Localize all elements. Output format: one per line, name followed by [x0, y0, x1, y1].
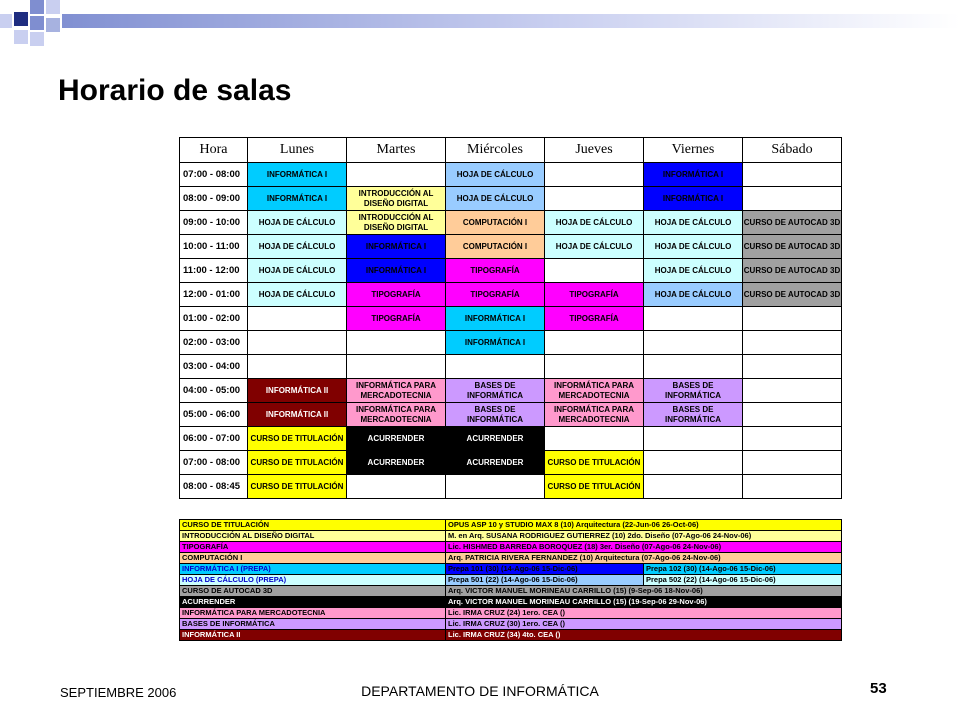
schedule-cell: INFORMÁTICA I [644, 187, 743, 211]
table-row [180, 211, 842, 235]
schedule-cell [347, 163, 446, 187]
legend-cell: Prepa 102 (30) (14-Ago-06 15-Dic-06) [644, 564, 842, 575]
schedule-cell: INFORMÁTICA I [644, 163, 743, 187]
schedule-cell: CURSO DE AUTOCAD 3D [743, 235, 842, 259]
schedule-cell: HOJA DE CÁLCULO [248, 235, 347, 259]
footer-department: DEPARTAMENTO DE INFORMÁTICA [361, 683, 599, 699]
schedule-cell: CURSO DE TITULACIÓN [545, 475, 644, 499]
schedule-cell: INFORMÁTICA II [248, 403, 347, 427]
table-row [180, 427, 842, 451]
schedule-cell: HOJA DE CÁLCULO [248, 283, 347, 307]
legend-cell: Prepa 101 (30) (14-Ago-06 15-Dic-06) [446, 564, 644, 575]
schedule-cell: HOJA DE CÁLCULO [446, 163, 545, 187]
time-slot: 06:00 - 07:00 [180, 427, 248, 451]
legend-cell: Prepa 501 (22) (14-Ago-06 15-Dic-06) [446, 575, 644, 586]
legend-cell: Lic. IRMA CRUZ (34) 4to. CEA () [446, 630, 842, 641]
schedule-cell: CURSO DE AUTOCAD 3D [743, 283, 842, 307]
legend-cell: ACURRENDER [180, 597, 446, 608]
time-slot: 11:00 - 12:00 [180, 259, 248, 283]
schedule-cell [644, 355, 743, 379]
legend-cell: TIPOGRAFÍA [180, 542, 446, 553]
schedule-cell: HOJA DE CÁLCULO [644, 283, 743, 307]
legend-row [180, 608, 842, 619]
schedule-cell: ACURRENDER [446, 451, 545, 475]
schedule-cell [743, 163, 842, 187]
schedule-cell: INTRODUCCIÓN AL DISEÑO DIGITAL [347, 187, 446, 211]
table-row [180, 307, 842, 331]
schedule-cell: HOJA DE CÁLCULO [248, 211, 347, 235]
schedule-cell [644, 331, 743, 355]
legend-cell: INFORMÁTICA PARA MERCADOTECNIA [180, 608, 446, 619]
legend-cell: INTRODUCCIÓN AL DISEÑO DIGITAL [180, 531, 446, 542]
schedule-cell: INFORMÁTICA I [248, 187, 347, 211]
table-row [180, 475, 842, 499]
legend-cell: OPUS ASP 10 y STUDIO MAX 8 (10) Arquitectura (22-Jun-06 26-Oct-06) [446, 520, 842, 531]
schedule-cell: HOJA DE CÁLCULO [644, 259, 743, 283]
schedule-cell: INFORMÁTICA I [446, 331, 545, 355]
schedule-cell: TIPOGRAFÍA [545, 283, 644, 307]
legend-cell: BASES DE INFORMÁTICA [180, 619, 446, 630]
time-slot: 09:00 - 10:00 [180, 211, 248, 235]
schedule-table [179, 137, 842, 499]
legend-cell: Lic. IRMA CRUZ (24) 1ero. CEA () [446, 608, 842, 619]
schedule-cell: INTRODUCCIÓN AL DISEÑO DIGITAL [347, 211, 446, 235]
header-gradient-bar [62, 14, 960, 28]
legend-row [180, 564, 842, 575]
schedule-cell: INFORMÁTICA PARA MERCADOTECNIA [545, 379, 644, 403]
schedule-cell: BASES DE INFORMÁTICA [446, 379, 545, 403]
schedule-cell [347, 331, 446, 355]
legend-row [180, 597, 842, 608]
table-row [180, 331, 842, 355]
schedule-cell [743, 451, 842, 475]
schedule-cell [545, 355, 644, 379]
time-slot: 08:00 - 09:00 [180, 187, 248, 211]
column-header: Sábado [743, 138, 842, 163]
time-slot: 08:00 - 08:45 [180, 475, 248, 499]
table-row [180, 163, 842, 187]
schedule-cell: TIPOGRAFÍA [347, 307, 446, 331]
legend-cell: COMPUTACIÓN I [180, 553, 446, 564]
time-slot: 05:00 - 06:00 [180, 403, 248, 427]
table-row [180, 235, 842, 259]
time-slot: 12:00 - 01:00 [180, 283, 248, 307]
schedule-cell [545, 163, 644, 187]
legend-row [180, 619, 842, 630]
table-row [180, 451, 842, 475]
schedule-cell [545, 259, 644, 283]
schedule-cell [743, 427, 842, 451]
column-header: Lunes [248, 138, 347, 163]
legend-cell: HOJA DE CÁLCULO (PREPA) [180, 575, 446, 586]
time-slot: 07:00 - 08:00 [180, 163, 248, 187]
schedule-cell: ACURRENDER [446, 427, 545, 451]
column-header: Martes [347, 138, 446, 163]
schedule-cell: ACURRENDER [347, 451, 446, 475]
schedule-cell: CURSO DE TITULACIÓN [248, 427, 347, 451]
legend-cell: Prepa 502 (22) (14-Ago-06 15-Dic-06) [644, 575, 842, 586]
table-row [180, 379, 842, 403]
schedule-cell: INFORMÁTICA I [347, 235, 446, 259]
schedule-cell: CURSO DE AUTOCAD 3D [743, 211, 842, 235]
schedule-cell [743, 379, 842, 403]
schedule-cell: BASES DE INFORMÁTICA [446, 403, 545, 427]
page-number: 53 [870, 680, 887, 697]
table-row [180, 355, 842, 379]
schedule-cell: HOJA DE CÁLCULO [248, 259, 347, 283]
schedule-cell [545, 187, 644, 211]
schedule-cell [743, 187, 842, 211]
schedule-cell: COMPUTACIÓN I [446, 235, 545, 259]
legend-cell: Lic. IRMA CRUZ (30) 1ero. CEA () [446, 619, 842, 630]
schedule-cell [644, 451, 743, 475]
table-row [180, 283, 842, 307]
schedule-cell [644, 427, 743, 451]
schedule-cell: BASES DE INFORMÁTICA [644, 379, 743, 403]
schedule-cell: INFORMÁTICA PARA MERCADOTECNIA [347, 403, 446, 427]
column-header: Miércoles [446, 138, 545, 163]
deco-square-blue [30, 16, 44, 30]
schedule-cell: INFORMÁTICA II [248, 379, 347, 403]
legend-cell: INFORMÁTICA II [180, 630, 446, 641]
schedule-cell: CURSO DE AUTOCAD 3D [743, 259, 842, 283]
schedule-cell [446, 355, 545, 379]
schedule-cell: HOJA DE CÁLCULO [545, 211, 644, 235]
time-slot: 07:00 - 08:00 [180, 451, 248, 475]
legend-body [180, 520, 842, 641]
deco-square-light [46, 0, 60, 14]
table-row [180, 403, 842, 427]
schedule-cell: INFORMÁTICA I [446, 307, 545, 331]
deco-square-navy [14, 12, 28, 26]
legend-cell: CURSO DE TITULACIÓN [180, 520, 446, 531]
slide-title: Horario de salas [58, 74, 292, 107]
schedule-cell [743, 403, 842, 427]
schedule-cell: BASES DE INFORMÁTICA [644, 403, 743, 427]
schedule-cell: CURSO DE TITULACIÓN [248, 475, 347, 499]
deco-square-light [30, 32, 44, 46]
schedule-cell [248, 355, 347, 379]
deco-square-blue [30, 0, 44, 14]
schedule-cell: CURSO DE TITULACIÓN [545, 451, 644, 475]
schedule-cell: HOJA DE CÁLCULO [545, 235, 644, 259]
time-slot: 10:00 - 11:00 [180, 235, 248, 259]
schedule-cell: TIPOGRAFÍA [545, 307, 644, 331]
schedule-cell: HOJA DE CÁLCULO [446, 187, 545, 211]
legend-cell: CURSO DE AUTOCAD 3D [180, 586, 446, 597]
legend-cell: M. en Arq. SUSANA RODRIGUEZ GUTIERREZ (10) 2do. Diseño (07-Ago-06 24-Nov-06) [446, 531, 842, 542]
legend-row [180, 575, 842, 586]
legend-cell: Arq. VICTOR MANUEL MORINEAU CARRILLO (15) (19-Sep-06 29-Nov-06) [446, 597, 842, 608]
schedule-cell [347, 355, 446, 379]
schedule-cell [248, 307, 347, 331]
legend-row [180, 553, 842, 564]
legend-row [180, 630, 842, 641]
table-row [180, 259, 842, 283]
schedule-cell: TIPOGRAFÍA [446, 283, 545, 307]
schedule-cell: CURSO DE TITULACIÓN [248, 451, 347, 475]
schedule-cell: TIPOGRAFÍA [446, 259, 545, 283]
schedule-cell [743, 307, 842, 331]
time-slot: 02:00 - 03:00 [180, 331, 248, 355]
schedule-cell: TIPOGRAFÍA [347, 283, 446, 307]
legend-cell: Arq. PATRICIA RIVERA FERNANDEZ (10) Arquitectura (07-Ago-06 24-Nov-06) [446, 553, 842, 564]
schedule-cell: ACURRENDER [347, 427, 446, 451]
legend-cell: INFORMÁTICA I (PREPA) [180, 564, 446, 575]
legend-table [179, 519, 842, 641]
schedule-cell: INFORMÁTICA PARA MERCADOTECNIA [545, 403, 644, 427]
deco-square-light [14, 30, 28, 44]
column-header: Hora [180, 138, 248, 163]
schedule-cell [743, 331, 842, 355]
schedule-cell [644, 475, 743, 499]
deco-square-light [0, 14, 12, 28]
deco-square-blue [46, 18, 60, 32]
schedule-header-row [180, 138, 842, 163]
schedule-cell [644, 307, 743, 331]
legend-row [180, 520, 842, 531]
schedule-cell [248, 331, 347, 355]
schedule-cell: INFORMÁTICA I [248, 163, 347, 187]
time-slot: 04:00 - 05:00 [180, 379, 248, 403]
schedule-cell [347, 475, 446, 499]
schedule-cell [545, 427, 644, 451]
legend-cell: Lic. HISHMED BARREDA BOROQUEZ (18) 3er. Diseño (07-Ago-06 24-Nov-06) [446, 542, 842, 553]
time-slot: 01:00 - 02:00 [180, 307, 248, 331]
schedule-body [180, 163, 842, 499]
schedule-cell: HOJA DE CÁLCULO [644, 211, 743, 235]
column-header: Viernes [644, 138, 743, 163]
schedule-cell [545, 331, 644, 355]
schedule-cell: INFORMÁTICA PARA MERCADOTECNIA [347, 379, 446, 403]
legend-row [180, 586, 842, 597]
schedule-cell [743, 355, 842, 379]
column-header: Jueves [545, 138, 644, 163]
corner-decoration [0, 0, 960, 60]
table-row [180, 187, 842, 211]
legend-row [180, 542, 842, 553]
legend-cell: Arq. VICTOR MANUEL MORINEAU CARRILLO (15) (9-Sep-06 18-Nov-06) [446, 586, 842, 597]
schedule-cell: HOJA DE CÁLCULO [644, 235, 743, 259]
schedule-cell [743, 475, 842, 499]
schedule-cell: INFORMÁTICA I [347, 259, 446, 283]
legend-row [180, 531, 842, 542]
schedule-cell: COMPUTACIÓN I [446, 211, 545, 235]
schedule-cell [446, 475, 545, 499]
time-slot: 03:00 - 04:00 [180, 355, 248, 379]
footer-date: SEPTIEMBRE 2006 [60, 685, 177, 700]
